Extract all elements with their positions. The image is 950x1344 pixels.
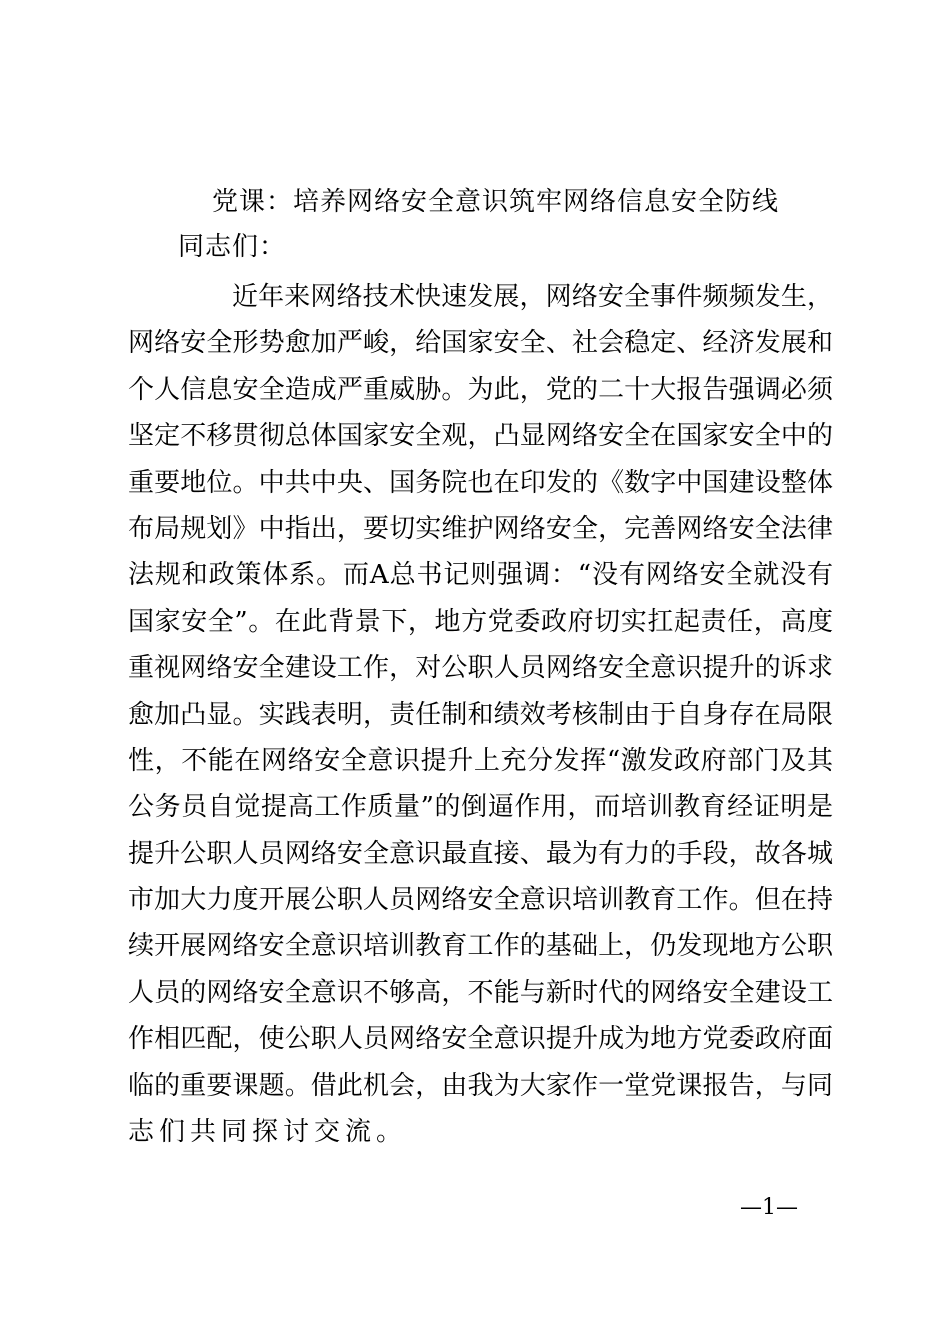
paragraph-line: 近年来网络技术快速发展，网络安全事件频频发生， bbox=[232, 282, 833, 312]
document-title: 党课：培养网络安全意识筑牢网络信息安全防线 bbox=[212, 187, 780, 217]
paragraph-line: 网络安全形势愈加严峻，给国家安全、社会稳定、经济发展和 bbox=[128, 328, 833, 359]
paragraph-line: 续开展网络安全意识培训教育工作的基础上，仍发现地方公职 bbox=[128, 931, 833, 962]
paragraph-line: 性，不能在网络安全意识提升上充分发挥“激发政府部门及其 bbox=[128, 745, 833, 776]
paragraph-line: 志们共同探讨交流。 bbox=[128, 1117, 408, 1148]
paragraph-line: 公务员自觉提高工作质量”的倒逼作用，而培训教育经证明是 bbox=[128, 792, 833, 823]
paragraph-line: 重要地位。中共中央、国务院也在印发的《数字中国建设整体 bbox=[128, 467, 833, 498]
paragraph-line: 国家安全”。在此背景下，地方党委政府切实扛起责任，高度 bbox=[128, 606, 833, 637]
body-paragraph bbox=[128, 279, 833, 1160]
paragraph-line: 布局规划》中指出，要切实维护网络安全，完善网络安全法律 bbox=[128, 513, 833, 544]
salutation: 同志们： bbox=[178, 232, 287, 262]
paragraph-line: 临的重要课题。借此机会，由我为大家作一堂党课报告，与同 bbox=[128, 1070, 833, 1101]
paragraph-line: 个人信息安全造成严重威胁。为此，党的二十大报告强调必须 bbox=[128, 374, 833, 405]
paragraph-line: 坚定不移贯彻总体国家安全观，凸显网络安全在国家安全中的 bbox=[128, 421, 833, 452]
paragraph-line: 作相匹配，使公职人员网络安全意识提升成为地方党委政府面 bbox=[128, 1024, 833, 1055]
paragraph-line: 提升公职人员网络安全意识最直接、最为有力的手段，故各城 bbox=[128, 838, 833, 869]
paragraph-line: 法规和政策体系。而A总书记则强调：“没有网络安全就没有 bbox=[128, 560, 833, 591]
paragraph-line: 人员的网络安全意识不够高，不能与新时代的网络安全建设工 bbox=[128, 977, 833, 1008]
page-number: —1— bbox=[740, 1195, 798, 1220]
paragraph-line: 愈加凸显。实践表明，责任制和绩效考核制由于自身存在局限 bbox=[128, 699, 833, 730]
paragraph-line: 市加大力度开展公职人员网络安全意识培训教育工作。但在持 bbox=[128, 885, 833, 916]
paragraph-line: 重视网络安全建设工作，对公职人员网络安全意识提升的诉求 bbox=[128, 653, 833, 684]
